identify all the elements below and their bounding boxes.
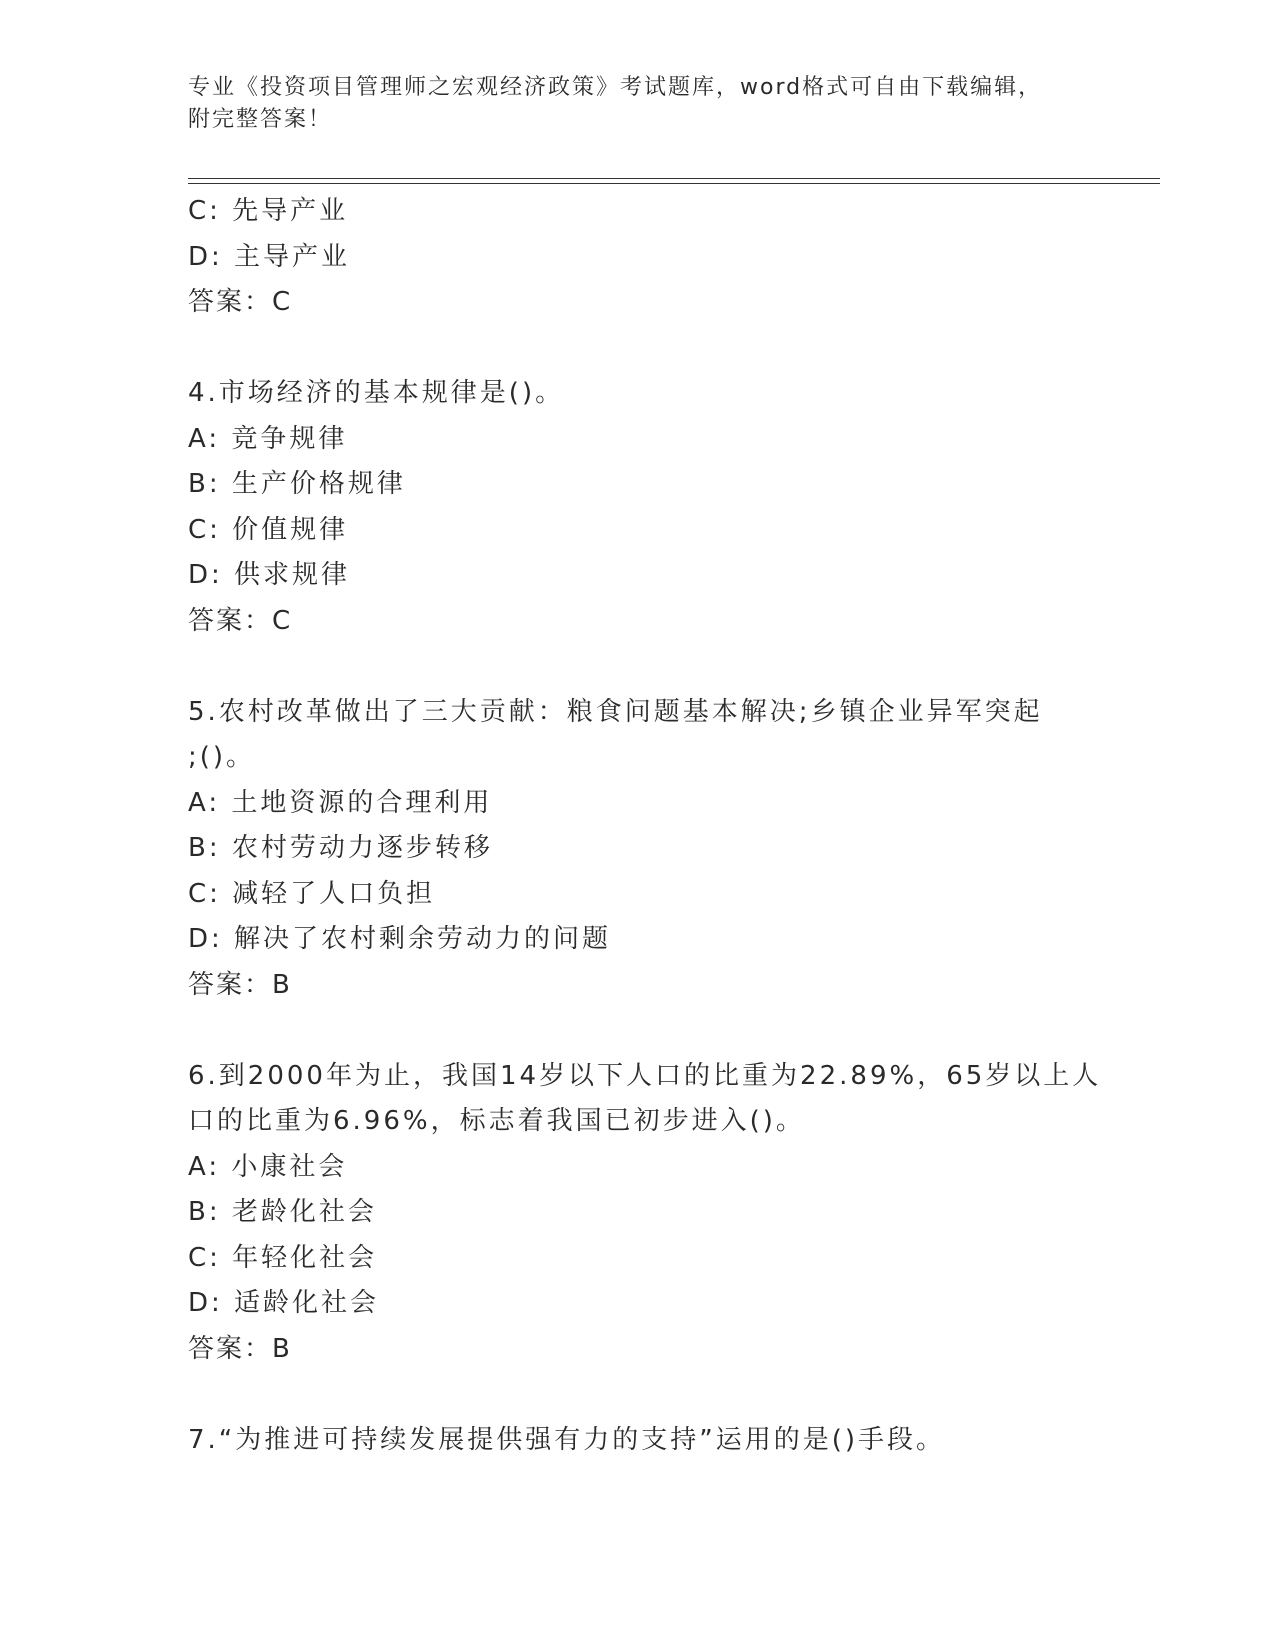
header-rule-bottom	[188, 183, 1160, 184]
document-header	[188, 72, 1088, 136]
q7-stem: 7.“为推进可持续发展提供强有力的支持”运用的是()手段。	[188, 1424, 946, 1455]
q6-option-d: D: 适龄化社会	[188, 1288, 380, 1318]
q4-option-d: D: 供求规律	[188, 560, 351, 590]
q4-option-b: B: 生产价格规律	[188, 469, 406, 499]
header-line-1: 专业《投资项目管理师之宏观经济政策》考试题库，word格式可自由下载编辑，	[188, 75, 1043, 100]
q5-stem-line-1: 5.农村改革做出了三大贡献：粮食问题基本解决;乡镇企业异军突起	[188, 696, 1043, 727]
q3-answer: 答案：C	[188, 287, 293, 317]
q6-option-b: B: 老龄化社会	[188, 1197, 377, 1227]
q3-option-c: C: 先导产业	[188, 196, 349, 226]
q5-option-d: D: 解决了农村剩余劳动力的问题	[188, 924, 612, 954]
spacer	[188, 1372, 1088, 1418]
question-list	[188, 189, 1102, 1463]
q5-option-b: B: 农村劳动力逐步转移	[188, 833, 493, 863]
q5-answer: 答案：B	[188, 969, 292, 1000]
q5-option-a: A: 土地资源的合理利用	[188, 787, 493, 818]
q6-option-c: C: 年轻化社会	[188, 1242, 378, 1273]
spacer	[188, 326, 1088, 372]
header-line-2: 附完整答案！	[188, 107, 333, 132]
q4-option-c: C: 价值规律	[188, 514, 349, 545]
spacer	[188, 1008, 1088, 1054]
q4-answer: 答案：C	[188, 605, 293, 636]
q6-stem-line-2: 口的比重为6.96%，标志着我国已初步进入()。	[188, 1106, 805, 1136]
q5-option-c: C: 减轻了人口负担	[188, 878, 436, 909]
q3-option-d: D: 主导产业	[188, 241, 351, 272]
q4-stem: 4.市场经济的基本规律是()。	[188, 378, 565, 408]
q6-stem-line-1: 6.到2000年为止，我国14岁以下人口的比重为22.89%，65岁以上人	[188, 1060, 1102, 1091]
q5-stem-line-2: ;()。	[188, 742, 256, 772]
spacer	[188, 644, 1088, 690]
q4-option-a: A: 竞争规律	[188, 423, 348, 454]
q6-option-a: A: 小康社会	[188, 1151, 348, 1182]
q6-answer: 答案：B	[188, 1333, 292, 1364]
header-rule-top	[188, 178, 1160, 179]
